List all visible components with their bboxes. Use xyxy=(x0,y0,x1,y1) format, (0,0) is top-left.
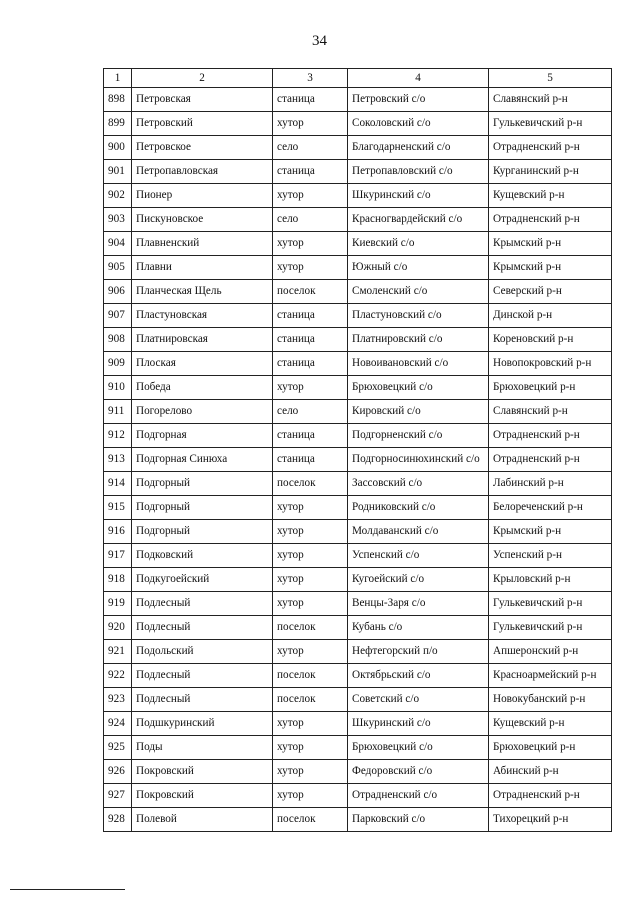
settlement-name-cell: Планческая Щель xyxy=(132,280,273,304)
settlement-name-cell: Покровский xyxy=(132,784,273,808)
district-council-cell: Октябрьский с/о xyxy=(348,664,489,688)
row-number-cell: 923 xyxy=(104,688,132,712)
row-number-cell: 908 xyxy=(104,328,132,352)
table-row xyxy=(104,712,612,736)
settlement-name-cell: Победа xyxy=(132,376,273,400)
district-council-cell: Подгорненский с/о xyxy=(348,424,489,448)
row-number-cell: 903 xyxy=(104,208,132,232)
column-header: 3 xyxy=(273,69,348,88)
settlement-name-cell: Поды xyxy=(132,736,273,760)
settlement-name-cell: Плавни xyxy=(132,256,273,280)
table-row xyxy=(104,808,612,832)
settlement-name-cell: Подгорный xyxy=(132,496,273,520)
settlement-type-cell: село xyxy=(273,208,348,232)
settlement-type-cell: хутор xyxy=(273,784,348,808)
table-row xyxy=(104,160,612,184)
settlement-type-cell: поселок xyxy=(273,808,348,832)
region-cell: Абинский р-н xyxy=(489,760,612,784)
district-council-cell: Кубань с/о xyxy=(348,616,489,640)
settlement-type-cell: хутор xyxy=(273,184,348,208)
table-row xyxy=(104,136,612,160)
district-council-cell: Брюховецкий с/о xyxy=(348,736,489,760)
column-header: 1 xyxy=(104,69,132,88)
region-cell: Кореновский р-н xyxy=(489,328,612,352)
district-council-cell: Соколовский с/о xyxy=(348,112,489,136)
row-number-cell: 911 xyxy=(104,400,132,424)
row-number-cell: 905 xyxy=(104,256,132,280)
row-number-cell: 901 xyxy=(104,160,132,184)
settlement-name-cell: Подлесный xyxy=(132,592,273,616)
region-cell: Крымский р-н xyxy=(489,256,612,280)
region-cell: Красноармейский р-н xyxy=(489,664,612,688)
region-cell: Гулькевичский р-н xyxy=(489,592,612,616)
district-council-cell: Кировский с/о xyxy=(348,400,489,424)
row-number-cell: 915 xyxy=(104,496,132,520)
settlement-type-cell: станица xyxy=(273,328,348,352)
settlement-name-cell: Подлесный xyxy=(132,664,273,688)
row-number-cell: 912 xyxy=(104,424,132,448)
region-cell: Динской р-н xyxy=(489,304,612,328)
settlement-type-cell: хутор xyxy=(273,592,348,616)
row-number-cell: 909 xyxy=(104,352,132,376)
district-council-cell: Родниковский с/о xyxy=(348,496,489,520)
footnote-divider xyxy=(10,889,125,890)
table-row xyxy=(104,568,612,592)
settlement-name-cell: Подлесный xyxy=(132,688,273,712)
settlement-type-cell: поселок xyxy=(273,688,348,712)
settlement-name-cell: Пионер xyxy=(132,184,273,208)
region-cell: Апшеронский р-н xyxy=(489,640,612,664)
row-number-cell: 920 xyxy=(104,616,132,640)
row-number-cell: 924 xyxy=(104,712,132,736)
row-number-cell: 917 xyxy=(104,544,132,568)
region-cell: Гулькевичский р-н xyxy=(489,112,612,136)
district-council-cell: Красногвардейский с/о xyxy=(348,208,489,232)
table-row xyxy=(104,616,612,640)
district-council-cell: Шкуринский с/о xyxy=(348,184,489,208)
row-number-cell: 922 xyxy=(104,664,132,688)
settlement-type-cell: поселок xyxy=(273,616,348,640)
settlement-type-cell: хутор xyxy=(273,256,348,280)
table-row xyxy=(104,352,612,376)
district-council-cell: Зассовский с/о xyxy=(348,472,489,496)
region-cell: Новопокровский р-н xyxy=(489,352,612,376)
settlement-type-cell: хутор xyxy=(273,712,348,736)
district-council-cell: Подгорносинюхинский с/о xyxy=(348,448,489,472)
row-number-cell: 902 xyxy=(104,184,132,208)
table-row xyxy=(104,424,612,448)
settlement-type-cell: хутор xyxy=(273,544,348,568)
row-number-cell: 914 xyxy=(104,472,132,496)
district-council-cell: Благодарненский с/о xyxy=(348,136,489,160)
table-row xyxy=(104,784,612,808)
district-council-cell: Венцы-Заря с/о xyxy=(348,592,489,616)
region-cell: Крымский р-н xyxy=(489,232,612,256)
district-council-cell: Шкуринский с/о xyxy=(348,712,489,736)
region-cell: Кущевский р-н xyxy=(489,712,612,736)
settlement-name-cell: Платнировская xyxy=(132,328,273,352)
settlement-name-cell: Подлесный xyxy=(132,616,273,640)
row-number-cell: 919 xyxy=(104,592,132,616)
table-body xyxy=(104,69,612,832)
settlement-type-cell: станица xyxy=(273,304,348,328)
district-council-cell: Южный с/о xyxy=(348,256,489,280)
row-number-cell: 921 xyxy=(104,640,132,664)
region-cell: Новокубанский р-н xyxy=(489,688,612,712)
row-number-cell: 907 xyxy=(104,304,132,328)
region-cell: Северский р-н xyxy=(489,280,612,304)
row-number-cell: 918 xyxy=(104,568,132,592)
region-cell: Отрадненский р-н xyxy=(489,424,612,448)
region-cell: Успенский р-н xyxy=(489,544,612,568)
settlement-type-cell: станица xyxy=(273,160,348,184)
table-row xyxy=(104,376,612,400)
region-cell: Крымский р-н xyxy=(489,520,612,544)
settlement-type-cell: поселок xyxy=(273,280,348,304)
settlement-name-cell: Покровский xyxy=(132,760,273,784)
row-number-cell: 904 xyxy=(104,232,132,256)
table-header-row xyxy=(104,69,612,88)
settlements-table xyxy=(103,68,612,832)
row-number-cell: 898 xyxy=(104,88,132,112)
region-cell: Славянский р-н xyxy=(489,400,612,424)
row-number-cell: 926 xyxy=(104,760,132,784)
table-row xyxy=(104,304,612,328)
table-row xyxy=(104,328,612,352)
region-cell: Белореченский р-н xyxy=(489,496,612,520)
region-cell: Отрадненский р-н xyxy=(489,136,612,160)
settlement-type-cell: хутор xyxy=(273,496,348,520)
settlement-name-cell: Подшкуринский xyxy=(132,712,273,736)
region-cell: Брюховецкий р-н xyxy=(489,376,612,400)
region-cell: Крыловский р-н xyxy=(489,568,612,592)
table-row xyxy=(104,232,612,256)
settlement-type-cell: станица xyxy=(273,352,348,376)
row-number-cell: 906 xyxy=(104,280,132,304)
region-cell: Гулькевичский р-н xyxy=(489,616,612,640)
region-cell: Отрадненский р-н xyxy=(489,208,612,232)
district-council-cell: Петропавловский с/о xyxy=(348,160,489,184)
settlement-type-cell: хутор xyxy=(273,232,348,256)
table-row xyxy=(104,280,612,304)
settlement-name-cell: Пискуновское xyxy=(132,208,273,232)
settlement-type-cell: село xyxy=(273,400,348,424)
district-council-cell: Платнировский с/о xyxy=(348,328,489,352)
district-council-cell: Молдаванский с/о xyxy=(348,520,489,544)
district-council-cell: Смоленский с/о xyxy=(348,280,489,304)
settlement-name-cell: Подгорный xyxy=(132,472,273,496)
table-row xyxy=(104,520,612,544)
table-row xyxy=(104,544,612,568)
settlement-name-cell: Петровская xyxy=(132,88,273,112)
district-council-cell: Киевский с/о xyxy=(348,232,489,256)
table-row xyxy=(104,400,612,424)
district-council-cell: Нефтегорский п/о xyxy=(348,640,489,664)
district-council-cell: Федоровский с/о xyxy=(348,760,489,784)
district-council-cell: Успенский с/о xyxy=(348,544,489,568)
settlement-name-cell: Подольский xyxy=(132,640,273,664)
settlement-name-cell: Подгорная Синюха xyxy=(132,448,273,472)
region-cell: Лабинский р-н xyxy=(489,472,612,496)
table-row xyxy=(104,448,612,472)
table-row xyxy=(104,184,612,208)
settlement-type-cell: хутор xyxy=(273,760,348,784)
district-council-cell: Пластуновский с/о xyxy=(348,304,489,328)
district-council-cell: Отрадненский с/о xyxy=(348,784,489,808)
table-row xyxy=(104,736,612,760)
settlement-type-cell: хутор xyxy=(273,376,348,400)
region-cell: Тихорецкий р-н xyxy=(489,808,612,832)
settlement-type-cell: хутор xyxy=(273,112,348,136)
settlement-type-cell: село xyxy=(273,136,348,160)
settlement-name-cell: Полевой xyxy=(132,808,273,832)
table-row xyxy=(104,472,612,496)
table-row xyxy=(104,256,612,280)
settlement-name-cell: Подгорная xyxy=(132,424,273,448)
row-number-cell: 913 xyxy=(104,448,132,472)
page-number: 34 xyxy=(312,33,327,49)
table-row xyxy=(104,664,612,688)
district-council-cell: Брюховецкий с/о xyxy=(348,376,489,400)
table-row xyxy=(104,760,612,784)
settlement-type-cell: хутор xyxy=(273,736,348,760)
settlement-name-cell: Петровское xyxy=(132,136,273,160)
settlement-type-cell: станица xyxy=(273,448,348,472)
column-header: 4 xyxy=(348,69,489,88)
settlement-name-cell: Петропавловская xyxy=(132,160,273,184)
settlement-type-cell: станица xyxy=(273,424,348,448)
column-header: 5 xyxy=(489,69,612,88)
row-number-cell: 899 xyxy=(104,112,132,136)
region-cell: Кущевский р-н xyxy=(489,184,612,208)
settlement-type-cell: поселок xyxy=(273,664,348,688)
settlement-type-cell: хутор xyxy=(273,640,348,664)
table-row xyxy=(104,592,612,616)
settlement-type-cell: поселок xyxy=(273,472,348,496)
region-cell: Славянский р-н xyxy=(489,88,612,112)
row-number-cell: 916 xyxy=(104,520,132,544)
district-council-cell: Петровский с/о xyxy=(348,88,489,112)
table-row xyxy=(104,208,612,232)
region-cell: Отрадненский р-н xyxy=(489,784,612,808)
column-header: 2 xyxy=(132,69,273,88)
table-row xyxy=(104,496,612,520)
row-number-cell: 910 xyxy=(104,376,132,400)
settlement-name-cell: Петровский xyxy=(132,112,273,136)
settlement-type-cell: хутор xyxy=(273,520,348,544)
settlement-name-cell: Подкугоейский xyxy=(132,568,273,592)
district-council-cell: Кугоейский с/о xyxy=(348,568,489,592)
settlement-name-cell: Погорелово xyxy=(132,400,273,424)
settlement-name-cell: Подгорный xyxy=(132,520,273,544)
row-number-cell: 927 xyxy=(104,784,132,808)
table-row xyxy=(104,112,612,136)
district-council-cell: Советский с/о xyxy=(348,688,489,712)
district-council-cell: Новоивановский с/о xyxy=(348,352,489,376)
row-number-cell: 928 xyxy=(104,808,132,832)
settlement-type-cell: хутор xyxy=(273,568,348,592)
region-cell: Курганинский р-н xyxy=(489,160,612,184)
region-cell: Отрадненский р-н xyxy=(489,448,612,472)
row-number-cell: 900 xyxy=(104,136,132,160)
settlement-type-cell: станица xyxy=(273,88,348,112)
row-number-cell: 925 xyxy=(104,736,132,760)
settlement-name-cell: Плоская xyxy=(132,352,273,376)
region-cell: Брюховецкий р-н xyxy=(489,736,612,760)
table-row xyxy=(104,88,612,112)
settlement-name-cell: Пластуновская xyxy=(132,304,273,328)
settlement-name-cell: Плавненский xyxy=(132,232,273,256)
settlement-name-cell: Подковский xyxy=(132,544,273,568)
table-row xyxy=(104,640,612,664)
table-row xyxy=(104,688,612,712)
district-council-cell: Парковский с/о xyxy=(348,808,489,832)
